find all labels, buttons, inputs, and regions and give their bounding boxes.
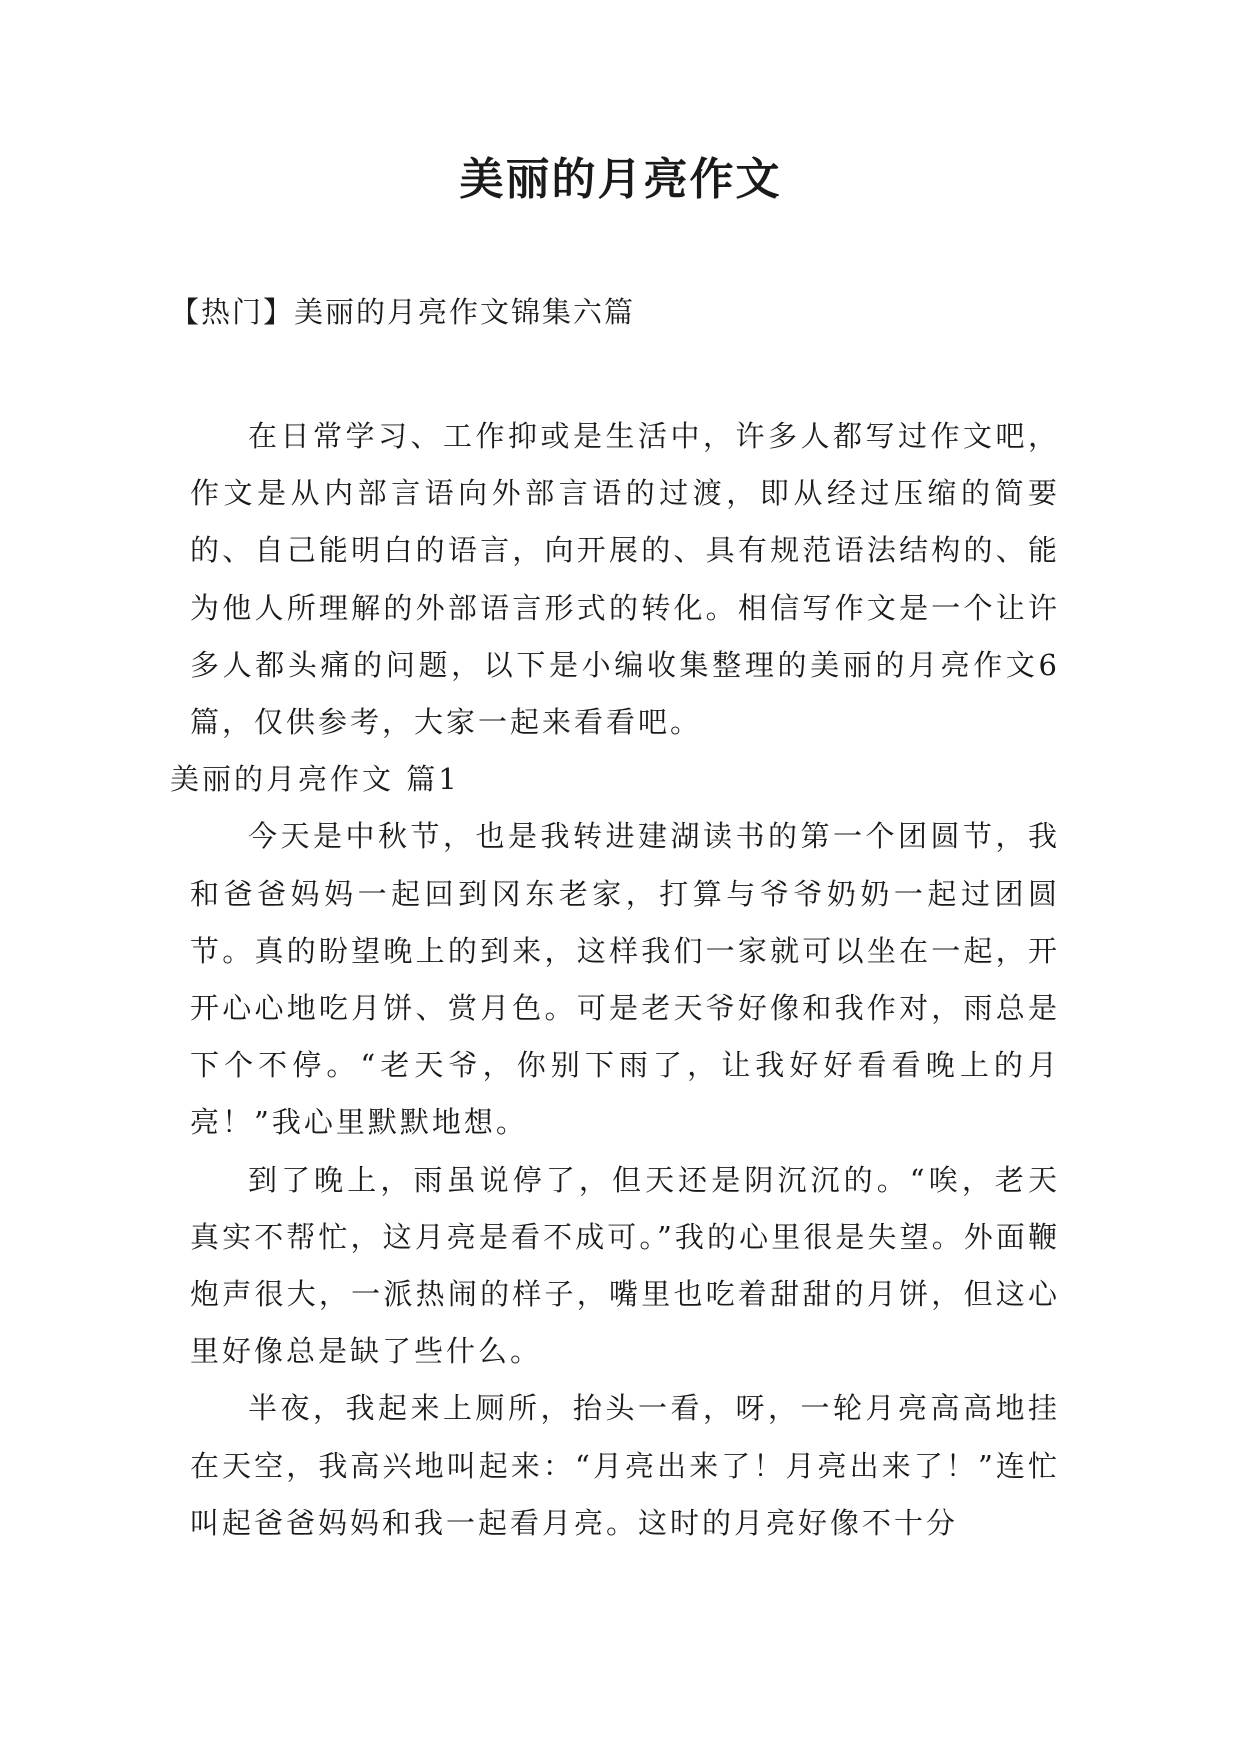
intro-paragraph: 在日常学习、工作抑或是生活中，许多人都写过作文吧，作文是从内部言语向外部言语的过渡，即从经过压缩的简要的、自己能明白的语言，向开展的、具有规范语法结构的、能为他人所理解的外部语言形式的转化。相信写作文是一个让许多人都头痛的问题，以下是小编收集整理的美丽的月亮作文6篇，仅供参考，大家一起来看看吧。 <box>190 419 1060 740</box>
body-paragraph: 今天是中秋节，也是我转进建湖读书的第一个团圆节，我和爸爸妈妈一起回到冈东老家，打算与爷爷奶奶一起过团圆节。真的盼望晚上的到来，这样我们一家就可以坐在一起，开开心心地吃月饼、赏月色。可是老天爷好像和我作对，雨总是下个不停。“老天爷，你别下雨了，让我好好看看晚上的月亮！”我心里默默地想。 <box>190 819 1060 1140</box>
document-body <box>170 408 1060 1552</box>
body-paragraph: 到了晚上，雨虽说停了，但天还是阴沉沉的。“唉，老天真实不帮忙，这月亮是看不成可。”我的心里很是失望。外面鞭炮声很大，一派热闹的样子，嘴里也吃着甜甜的月饼，但这心里好像总是缺了些什么。 <box>190 1162 1060 1369</box>
document-title: 美丽的月亮作文 <box>459 154 782 205</box>
section-heading: 美丽的月亮作文 篇1 <box>170 762 460 797</box>
document-subtitle: 【热门】美丽的月亮作文锦集六篇 <box>170 295 636 329</box>
body-paragraph: 半夜，我起来上厕所，抬头一看，呀，一轮月亮高高地挂在天空，我高兴地叫起来：“月亮出来了！月亮出来了！”连忙叫起爸爸妈妈和我一起看月亮。这时的月亮好像不十分 <box>190 1391 1060 1540</box>
